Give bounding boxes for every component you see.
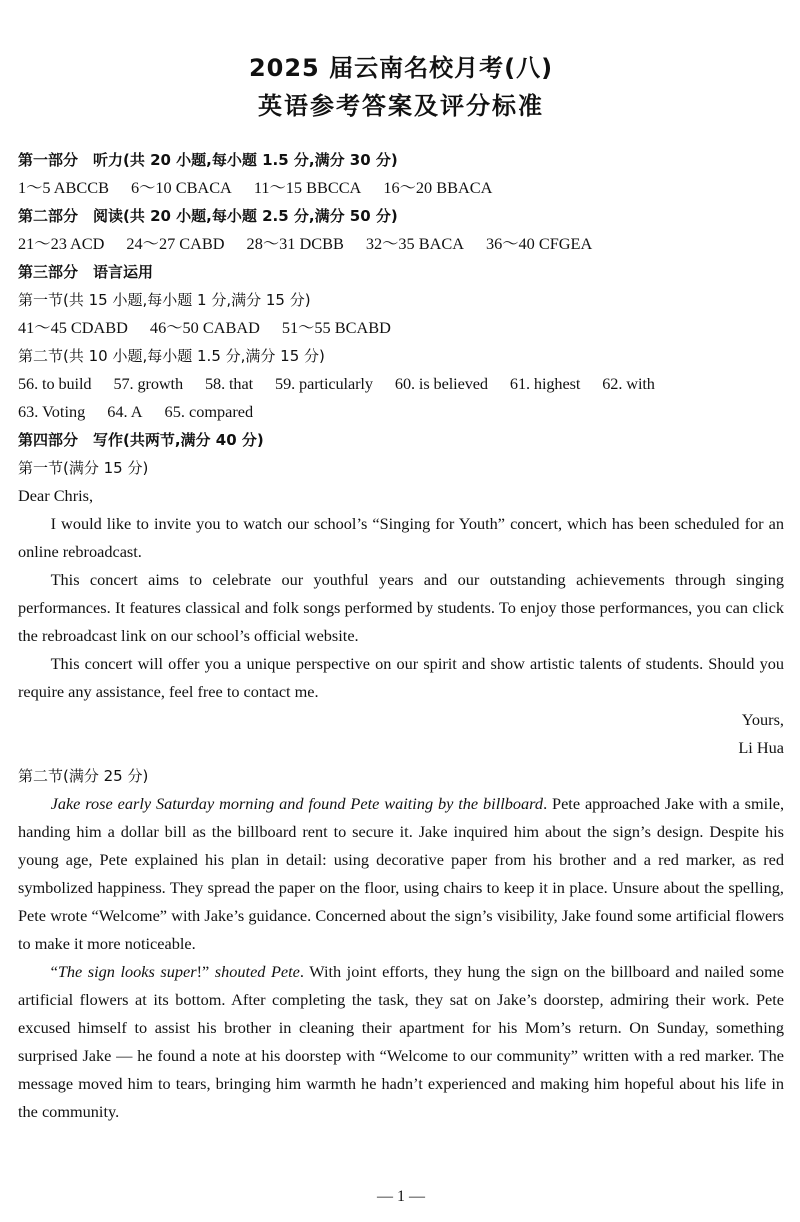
quote-end: !” — [196, 962, 215, 981]
answer-group: 28～31 DCBB — [246, 234, 344, 253]
part3-section2-answers-row1 — [18, 370, 784, 398]
part1-heading: 第一部分 听力(共 20 小题,每小题 1.5 分,满分 30 分) — [18, 151, 398, 169]
story-opening-sentence: Jake rose early Saturday morning and found Pete waiting by the billboard — [50, 794, 544, 813]
part2-heading: 第二部分 阅读(共 20 小题,每小题 2.5 分,满分 50 分) — [18, 207, 398, 225]
answer-group: 32～35 BACA — [365, 234, 464, 253]
answer-item: 58. that — [204, 374, 254, 393]
letter-paragraph: This concert will offer you a unique perspective on our spirit and show artistic talents of students. Should you require any assistance, feel free to contact me. — [18, 654, 784, 701]
part3-heading: 第三部分 语言运用 — [18, 263, 154, 281]
answer-group: 16～20 BBACA — [383, 178, 493, 197]
answer-body — [18, 146, 784, 1126]
story-paragraph-1 — [18, 790, 784, 958]
answer-group: 11～15 BBCCA — [253, 178, 362, 197]
letter-paragraph: I would like to invite you to watch our school’s “Singing for Youth” concert, which has been scheduled for an online rebroadcast. — [18, 514, 784, 561]
answer-group: 36～40 CFGEA — [485, 234, 593, 253]
part3-section2-answers-row2 — [18, 398, 784, 426]
part3-section1-answers — [18, 314, 784, 342]
document-title: 2025 届云南名校月考(八) — [248, 54, 554, 82]
answer-item: 59. particularly — [275, 374, 373, 393]
answer-item: 57. growth — [113, 374, 183, 393]
letter-closing: Yours, — [741, 710, 784, 729]
part3-section1-heading: 第一节(共 15 小题,每小题 1 分,满分 15 分) — [18, 291, 311, 309]
answer-group: 46～50 CABAD — [149, 318, 260, 337]
part4-section1-heading: 第一节(满分 15 分) — [18, 459, 149, 477]
document-subtitle: 英语参考答案及评分标准 — [258, 92, 544, 120]
part4-section2-heading: 第二节(满分 25 分) — [18, 767, 149, 785]
letter-paragraph: This concert aims to celebrate our youthful years and our outstanding achievements through singing performances. It features classical and folk songs performed by students. To enjoy those performances, you can click the rebroadcast link on our school’s official website. — [18, 570, 784, 645]
letter-salutation: Dear Chris, — [18, 486, 94, 505]
part3-section2-heading: 第二节(共 10 小题,每小题 1.5 分,满分 15 分) — [18, 347, 325, 365]
answer-item: 63. Voting — [18, 402, 86, 421]
answer-item: 65. compared — [164, 402, 254, 421]
story-quote: The sign looks super — [57, 962, 197, 981]
part4-heading: 第四部分 写作(共两节,满分 40 分) — [18, 431, 264, 449]
answer-item: 56. to build — [18, 374, 92, 393]
part2-answers — [18, 230, 784, 258]
answer-group: 21～23 ACD — [18, 234, 105, 253]
answer-group: 1～5 ABCCB — [18, 178, 109, 197]
answer-group: 51～55 BCABD — [281, 318, 391, 337]
quote-mark: “ — [50, 962, 58, 981]
answer-item: 64. A — [107, 402, 143, 421]
answer-group: 41～45 CDABD — [18, 318, 128, 337]
story-text: . With joint efforts, they hung the sign on the billboard and nailed some artificial flowers at its bottom. After completing the task, they sat on Jake’s doorstep, admiring their work. Pete excused himself to assist his brother in cleaning their apartment for his Mom’s return. On Sunday, something surprised Jake — he found a note at his doorstep with “Welcome to our community” written with a red marker. The message moved him to tears, bringing him warmth he hadn’t experienced and making him hopeful about his life in the community. — [18, 962, 785, 1121]
page-number: — 1 — — [377, 1188, 425, 1205]
part1-answers — [18, 174, 784, 202]
answer-item: 62. with — [602, 374, 655, 393]
answer-item: 60. is believed — [394, 374, 488, 393]
answer-item: 61. highest — [509, 374, 581, 393]
story-text: . Pete approached Jake with a smile, handing him a dollar bill as the billboard rent to secure it. Jake inquired him about the sign’s design. Despite his young age, Pete explained his plan in detail: using decorative paper from his brother and a red marker, as red symbolized happiness. They spread the paper on the floor, using chairs to keep it in place. Unsure about the spelling, Pete wrote “Welcome” with Jake’s guidance. Concerned about the sign’s visibility, Jake found some artificial flowers to make it more noticeable. — [18, 794, 785, 953]
answer-group: 24～27 CABD — [126, 234, 225, 253]
answer-group: 6～10 CBACA — [130, 178, 232, 197]
story-speaker: shouted Pete — [214, 962, 300, 981]
story-paragraph-2 — [18, 958, 784, 1126]
letter-signature: Li Hua — [738, 738, 784, 757]
